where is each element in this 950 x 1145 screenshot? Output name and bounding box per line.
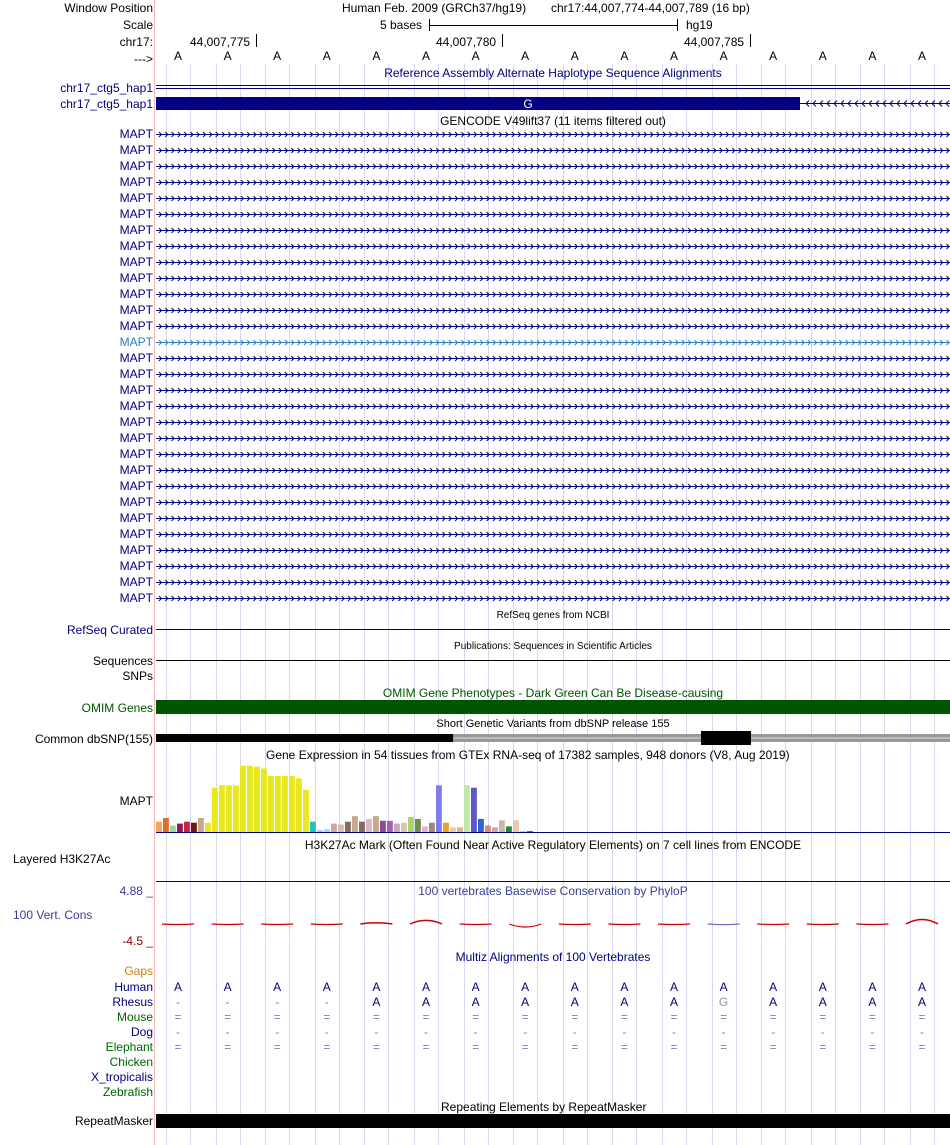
gtex-bar xyxy=(492,827,498,832)
gencode-gene-label: MAPT xyxy=(119,447,153,461)
gtex-bar xyxy=(520,831,526,832)
assembly-name: Human Feb. 2009 (GRCh37/hg19) xyxy=(342,1,527,15)
window-position-label: Window Position xyxy=(64,1,153,15)
phylop-score-mark xyxy=(460,924,492,925)
multiz-species-label: Elephant xyxy=(105,1040,153,1054)
multiz-base: A xyxy=(471,980,480,994)
gtex-bar xyxy=(457,827,463,832)
reference-base: A xyxy=(868,49,877,63)
multiz-base: A xyxy=(769,995,778,1009)
multiz-base: - xyxy=(870,1025,875,1039)
gtex-label[interactable]: MAPT xyxy=(119,794,153,808)
multiz-base: - xyxy=(324,1025,329,1039)
multiz-base: A xyxy=(421,995,430,1009)
gencode-gene-label: MAPT xyxy=(119,271,153,285)
ruler-tick-label: 44,007,775 xyxy=(190,35,251,49)
gtex-bar xyxy=(254,767,260,832)
reference-base: A xyxy=(769,49,778,63)
scale-bar-label: 5 bases xyxy=(380,18,423,32)
multiz-base: - xyxy=(275,995,280,1009)
dbsnp-title[interactable]: Short Genetic Variants from dbSNP release 155 xyxy=(436,718,670,730)
multiz-base: A xyxy=(521,980,530,994)
gtex-bar xyxy=(170,826,176,833)
gencode-gene-label: MAPT xyxy=(119,223,153,237)
alt-haplotype-mismatch: G xyxy=(523,97,533,111)
multiz-base: A xyxy=(868,995,877,1009)
reference-base: A xyxy=(273,49,282,63)
multiz-base: = xyxy=(472,1010,480,1024)
gencode-gene-label: MAPT xyxy=(119,591,153,605)
reference-base: A xyxy=(471,49,480,63)
multiz-base: = xyxy=(819,1010,827,1024)
multiz-base: A xyxy=(570,995,579,1009)
multiz-base: = xyxy=(670,1040,678,1054)
gencode-gene-label: MAPT xyxy=(119,479,153,493)
multiz-species-label: Dog xyxy=(130,1025,153,1039)
gencode-gene-label: MAPT xyxy=(119,159,153,173)
multiz-base: = xyxy=(224,1040,232,1054)
gencode-gene-label: MAPT xyxy=(119,383,153,397)
reference-base: A xyxy=(223,49,232,63)
multiz-base: A xyxy=(372,995,381,1009)
phylop-score-mark xyxy=(162,924,194,925)
gtex-bar xyxy=(506,826,512,832)
gencode-gene-label: MAPT xyxy=(119,175,153,189)
repeatmasker-label[interactable]: RepeatMasker xyxy=(74,1114,153,1128)
alt-haplotype-label[interactable]: chr17_ctg5_hap1 xyxy=(60,81,153,95)
phylop-max-label: 4.88 _ xyxy=(119,884,153,898)
multiz-base: - xyxy=(275,1025,280,1039)
gtex-bar xyxy=(450,827,456,832)
gencode-gene-label: MAPT xyxy=(119,511,153,525)
multiz-base: = xyxy=(422,1040,430,1054)
gtex-bar xyxy=(401,823,407,832)
multiz-base: - xyxy=(424,1025,428,1039)
phylop-score-mark xyxy=(757,924,789,925)
reference-base: A xyxy=(818,49,827,63)
multiz-base: = xyxy=(323,1010,331,1024)
gtex-bar xyxy=(261,769,267,833)
chrom-label: chr17: xyxy=(119,35,153,49)
multiz-base: - xyxy=(374,1025,379,1039)
gtex-bar xyxy=(275,776,281,832)
multiz-base: - xyxy=(920,1025,924,1039)
multiz-base: = xyxy=(571,1040,579,1054)
gtex-bar xyxy=(219,785,225,832)
multiz-base: A xyxy=(620,980,629,994)
reference-base: A xyxy=(719,49,728,63)
multiz-species-label: Zebrafish xyxy=(102,1085,153,1099)
gtex-bar xyxy=(429,823,435,832)
multiz-base: A xyxy=(421,980,430,994)
gtex-bar xyxy=(464,785,470,832)
multiz-base: A xyxy=(223,980,232,994)
multiz-base: = xyxy=(720,1010,728,1024)
gtex-bar xyxy=(359,822,365,832)
multiz-base: A xyxy=(173,980,182,994)
gencode-gene-label: MAPT xyxy=(119,319,153,333)
multiz-base: A xyxy=(521,995,530,1009)
gtex-bar xyxy=(191,823,197,832)
gtex-bar xyxy=(499,820,505,832)
multiz-base: = xyxy=(472,1040,480,1054)
multiz-base: = xyxy=(372,1040,380,1054)
gtex-bar xyxy=(324,829,330,832)
phylop-min-label: -4.5 _ xyxy=(122,934,153,948)
strand-label: ---> xyxy=(134,52,153,66)
reference-base: A xyxy=(669,49,678,63)
multiz-base: = xyxy=(918,1040,926,1054)
gtex-bar xyxy=(373,816,379,832)
multiz-gaps-label[interactable]: Gaps xyxy=(124,964,153,978)
gtex-bar xyxy=(485,826,491,833)
gtex-bar xyxy=(352,816,358,832)
multiz-base: = xyxy=(620,1040,628,1054)
publications-title[interactable]: Publications: Sequences in Scientific Articles xyxy=(454,641,652,652)
alt-haplotype-label[interactable]: chr17_ctg5_hap1 xyxy=(60,97,153,111)
gtex-bar xyxy=(247,766,253,832)
gtex-bar xyxy=(240,766,246,832)
multiz-base: = xyxy=(918,1010,926,1024)
phylop-score-mark xyxy=(658,924,690,925)
h3k27ac-title[interactable]: H3K27Ac Mark (Often Found Near Active Regulatory Elements) on 7 cell lines from ENCODE xyxy=(304,838,802,852)
phylop-score-mark xyxy=(212,924,244,925)
multiz-base: A xyxy=(322,980,331,994)
gencode-gene-label: MAPT xyxy=(119,255,153,269)
dbsnp-label[interactable]: Common dbSNP(155) xyxy=(34,732,153,746)
multiz-base: - xyxy=(324,995,329,1009)
ruler-tick-label: 44,007,785 xyxy=(684,35,745,49)
gtex-bar xyxy=(527,831,533,832)
multiz-base: = xyxy=(769,1010,777,1024)
multiz-base: A xyxy=(818,980,827,994)
phylop-score-mark xyxy=(856,924,888,925)
multiz-base: = xyxy=(521,1040,529,1054)
refseq-label[interactable]: RefSeq Curated xyxy=(66,623,153,637)
multiz-base: = xyxy=(273,1040,281,1054)
scale-label: Scale xyxy=(122,18,153,32)
dbsnp-variant-block xyxy=(701,731,751,745)
gtex-bar xyxy=(380,821,386,832)
multiz-base: = xyxy=(174,1040,182,1054)
gencode-gene-label: MAPT xyxy=(119,191,153,205)
gencode-gene-label: MAPT xyxy=(119,463,153,477)
reference-base: A xyxy=(620,49,629,63)
multiz-base: A xyxy=(719,980,728,994)
multiz-species-label: Mouse xyxy=(116,1010,153,1024)
multiz-base: = xyxy=(571,1010,579,1024)
multiz-species-label: Chicken xyxy=(109,1055,153,1069)
gtex-bar xyxy=(212,788,218,832)
gtex-bar xyxy=(310,822,316,832)
alt-haplotype-block xyxy=(156,97,800,110)
repeatmasker-title[interactable]: Repeating Elements by RepeatMasker xyxy=(441,1100,647,1114)
multiz-base: A xyxy=(273,980,282,994)
gencode-gene-label: MAPT xyxy=(119,127,153,141)
multiz-base: - xyxy=(225,1025,230,1039)
multiz-base: A xyxy=(620,995,629,1009)
phylop-score-mark xyxy=(261,924,293,925)
phylop-score-mark xyxy=(360,923,392,924)
gtex-bar xyxy=(163,818,169,832)
gtex-bar xyxy=(408,817,414,832)
gencode-gene-label: MAPT xyxy=(119,351,153,365)
gtex-bar xyxy=(338,825,344,833)
h3k27ac-label[interactable]: Layered H3K27Ac xyxy=(13,852,111,866)
multiz-base: A xyxy=(868,980,877,994)
gtex-bar xyxy=(422,826,428,832)
gtex-title[interactable]: Gene Expression in 54 tissues from GTEx RNA-seq of 17382 samples, 948 donors (V8, Aug 2019) xyxy=(266,748,790,762)
multiz-base: - xyxy=(672,1025,676,1039)
multiz-base: = xyxy=(521,1010,529,1024)
gencode-gene-label: MAPT xyxy=(119,303,153,317)
gencode-gene-label: MAPT xyxy=(119,335,153,349)
repeatmasker-block xyxy=(156,1114,950,1128)
multiz-base: A xyxy=(669,995,678,1009)
omim-block xyxy=(156,700,950,714)
gtex-bar xyxy=(184,822,190,832)
gencode-gene-label: MAPT xyxy=(119,207,153,221)
multiz-species-label: Rhesus xyxy=(112,995,153,1009)
multiz-base: = xyxy=(868,1010,876,1024)
gencode-gene-label: MAPT xyxy=(119,143,153,157)
gencode-gene-label: MAPT xyxy=(119,575,153,589)
multiz-base: - xyxy=(523,1025,528,1039)
phylop-score-mark xyxy=(608,924,640,925)
phylop-score-mark xyxy=(311,924,343,925)
gtex-bar xyxy=(317,830,323,832)
gtex-bar xyxy=(387,821,393,832)
gtex-bar xyxy=(513,820,519,832)
omim-title[interactable]: OMIM Gene Phenotypes - Dark Green Can Be Disease-causing xyxy=(382,686,724,700)
gtex-bar xyxy=(471,788,477,832)
gtex-bar xyxy=(233,785,239,832)
reference-base: A xyxy=(421,49,430,63)
database-label: hg19 xyxy=(686,18,713,32)
multiz-base: A xyxy=(471,995,480,1009)
reference-base: A xyxy=(322,49,331,63)
multiz-title[interactable]: Multiz Alignments of 100 Vertebrates xyxy=(455,950,651,964)
multiz-base: - xyxy=(622,1025,627,1039)
gtex-bar xyxy=(289,776,295,832)
reference-base: A xyxy=(372,49,381,63)
gtex-bar xyxy=(443,823,449,832)
gencode-gene-label: MAPT xyxy=(119,559,153,573)
phylop-score-mark xyxy=(807,924,839,925)
multiz-base: A xyxy=(372,980,381,994)
gtex-bar xyxy=(436,785,442,832)
gtex-bar xyxy=(226,785,232,832)
gtex-bar xyxy=(366,819,372,832)
ruler-tick-label: 44,007,780 xyxy=(436,35,497,49)
multiz-base: = xyxy=(620,1010,628,1024)
omim-label[interactable]: OMIM Genes xyxy=(81,701,153,715)
multiz-base: - xyxy=(225,995,230,1009)
reference-base: A xyxy=(521,49,530,63)
multiz-base: A xyxy=(669,980,678,994)
gencode-gene-label: MAPT xyxy=(119,415,153,429)
gencode-title[interactable]: GENCODE V49lift37 (11 items filtered out) xyxy=(440,114,666,128)
gencode-gene-label: MAPT xyxy=(119,287,153,301)
gtex-bar xyxy=(177,824,183,832)
multiz-base: - xyxy=(473,1025,478,1039)
phylop-title[interactable]: 100 vertebrates Basewise Conservation by PhyloP xyxy=(418,884,688,898)
gencode-gene-label: MAPT xyxy=(119,399,153,413)
multiz-species-label: Human xyxy=(114,980,153,994)
gtex-bar xyxy=(394,824,400,832)
multiz-base: = xyxy=(720,1040,728,1054)
multiz-base: A xyxy=(769,980,778,994)
gtex-bar xyxy=(303,790,309,832)
gtex-bar xyxy=(268,776,274,832)
phylop-score-mark xyxy=(509,924,541,927)
multiz-base: - xyxy=(176,995,180,1009)
multiz-base: = xyxy=(273,1010,281,1024)
publications-sequences-label[interactable]: Sequences xyxy=(92,654,153,668)
reference-base: A xyxy=(570,49,579,63)
publications-snps-label[interactable]: SNPs xyxy=(122,669,153,683)
gtex-bar xyxy=(415,819,421,832)
phylop-score-mark xyxy=(559,924,591,925)
multiz-base: G xyxy=(718,995,729,1009)
gencode-gene-label: MAPT xyxy=(119,431,153,445)
multiz-base: - xyxy=(721,1025,726,1039)
gtex-bar xyxy=(282,776,288,832)
multiz-base: A xyxy=(917,995,926,1009)
multiz-base: = xyxy=(323,1040,331,1054)
multiz-base: A xyxy=(818,995,827,1009)
phylop-label[interactable]: 100 Vert. Cons xyxy=(13,908,93,922)
gtex-bar xyxy=(331,824,337,832)
multiz-base: = xyxy=(769,1040,777,1054)
gtex-bar xyxy=(478,819,484,832)
multiz-base: - xyxy=(820,1025,825,1039)
multiz-base: = xyxy=(372,1010,380,1024)
multiz-base: A xyxy=(917,980,926,994)
multiz-base: = xyxy=(422,1010,430,1024)
gencode-gene-label: MAPT xyxy=(119,239,153,253)
reference-base: A xyxy=(917,49,926,63)
gtex-bar xyxy=(345,822,351,832)
phylop-score-mark xyxy=(410,920,442,924)
gencode-gene-label: MAPT xyxy=(119,527,153,541)
multiz-base: - xyxy=(771,1025,776,1039)
reference-base: A xyxy=(173,49,182,63)
gencode-gene-label: MAPT xyxy=(119,367,153,381)
gtex-bar xyxy=(205,823,211,832)
gencode-gene-label: MAPT xyxy=(119,495,153,509)
alt-haplotype-title[interactable]: Reference Assembly Alternate Haplotype Sequence Alignments xyxy=(384,66,722,80)
gtex-bar xyxy=(156,822,162,832)
multiz-base: - xyxy=(572,1025,577,1039)
refseq-title[interactable]: RefSeq genes from NCBI xyxy=(496,610,610,621)
gencode-gene-label: MAPT xyxy=(119,543,153,557)
multiz-base: = xyxy=(224,1010,232,1024)
gtex-bar xyxy=(296,778,302,832)
phylop-score-mark xyxy=(906,920,938,925)
multiz-base: = xyxy=(174,1010,182,1024)
multiz-base: = xyxy=(670,1010,678,1024)
multiz-base: = xyxy=(819,1040,827,1054)
position-range: chr17:44,007,774-44,007,789 (16 bp) xyxy=(551,1,750,15)
multiz-base: A xyxy=(570,980,579,994)
multiz-species-label: X_tropicalis xyxy=(90,1070,153,1084)
multiz-base: - xyxy=(176,1025,180,1039)
gtex-bar xyxy=(198,818,204,832)
phylop-score-mark xyxy=(708,924,740,925)
multiz-base: = xyxy=(868,1040,876,1054)
